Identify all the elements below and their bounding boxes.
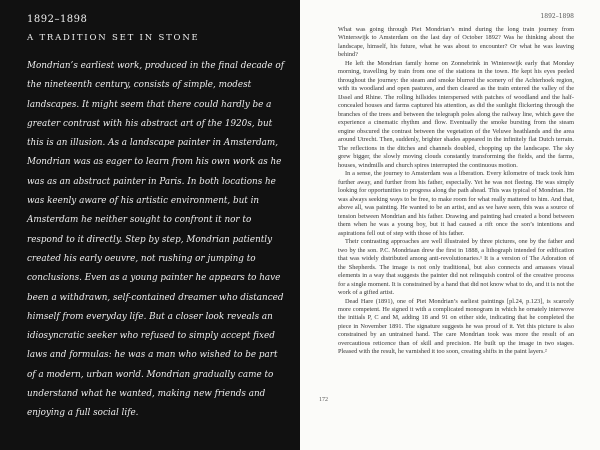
body-paragraph: Dead Hare (1891), one of Piet Mondrian’s earliest paintings [pl.24, p.123], is scarcely more competent. He signed it with a complicated monogram in which he ornately interwove the initials P, C and M, adding 18 and 91 on either side, indicating that he completed the piece in November 1891. The signature suggests he was proud of it. Yet this picture is also constrained by an untrained hand. The care Mondrian took was more the result of an overcautious reticence than of skill and precision. He built up the image in two stages. Pleased with the result, he varnished it too soon, creating shifts in the paint layers.²	[338, 297, 574, 356]
body-paragraph: In a sense, the journey to Amsterdam was a liberation. Every kilometre of track took him further away, and further from his father, especially. Yet he was not fleeing. He was simply looking for opportunities to progress along the path ahead. This was typical of Mondrian. He was always seeking ways to be free, to make room for what really mattered to him. And that, above all, was painting. He wanted to be an artist, and as we have seen, this was a source of tension between Mondrian and his father. Drawing and painting had created a bond between them when he was a young boy, but it had caused a rift once the son’s intentions and aspirations fell out of step with those of his father.	[338, 170, 574, 237]
page-number: 172	[319, 397, 328, 403]
body-paragraph: What was going through Piet Mondrian’s mind during the long train journey from Winterswijk to Amsterdam on the last day of October 1892? Was he thinking about the landscape, himself, his future, what he was about to encounter? Or what he was leaving behind?	[338, 26, 574, 59]
intro-paragraph: Mondrian’s earliest work, produced in the final decade of the nineteenth century, consists of simple, modest landscapes. It might seem that there could hardly be a greater contrast with his abstract art of the 1920s, but this is an illusion. As a landscape painter in Amsterdam, Mondrian was as eager to learn from his own work as he was as an abstract painter in Paris. In both locations he was keenly aware of his artistic environment, but in Amsterdam he neither sought to confront it nor to respond to it directly. Step by step, Mondrian patiently created his early oeuvre, not rushing or jumping to conclusions. Even as a young painter he appears to have been a withdrawn, self-contained dreamer who distanced himself from everyday life. But a closer look reveals an idiosyncratic seeker who refused to simply accept fixed laws and formulas: he was a man who wished to be part of a modern, urban world. Mondrian gradually came to understand what he wanted, making new friends and enjoying a full social life.	[27, 61, 284, 419]
chapter-date: 1892–1898	[27, 14, 88, 25]
running-head: 1892–1898	[540, 13, 574, 20]
right-page	[300, 0, 600, 450]
body-text	[338, 26, 574, 357]
body-paragraph: Their contrasting approaches are well illustrated by three pictures, one by the father and two by the son. P.C. Mondriaan drew the first in 1888, a lithograph intended for edification that was widely distributed among anti-revolutionaries.¹ It is a version of The Adoration of the Shepherds. The image is not only traditional, but also connects and amasses visual elements in a way that suggests the painter did not relinquish control of the creative process for a single moment. It is constrained by a hand that did not know what to do, and it is not the work of a gifted artist.	[338, 238, 574, 297]
body-paragraph: He left the Mondrian family home on Zonnebrink in Winterswijk early that Monday morning, travelling by train from one of the stations in the town. He kept his eyes peeled throughout the journey: the steam and smoke blurred the scenery of the Achterhoek region, with its woodland and open pastures, and then cleared as the train entered the valley of the IJssel and Rhine. The rolling hillsides interspersed with patches of woodland and the half-concealed houses and farms captured his attention, as did the sunlight flickering through the branches of the trees and between the telegraph poles along the railway line, which gave the experience a cinematic rhythm and flow. Eventually the smoke bursting from the steam engine obscured the contrast between the vegetation of the Veluwe heathlands and the area around Utrecht. Then, suddenly, brighter shades appeared in the infinitely flat Dutch terrain. The reflections in the ditches and channels doubled, chopping up the landscape. The sky grew bigger, the slowly moving clouds constantly transforming the fields, and the farms, houses, windmills and church spires interrupted the continuous motion.	[338, 59, 574, 169]
section-title: A TRADITION SET IN STONE	[27, 33, 200, 43]
